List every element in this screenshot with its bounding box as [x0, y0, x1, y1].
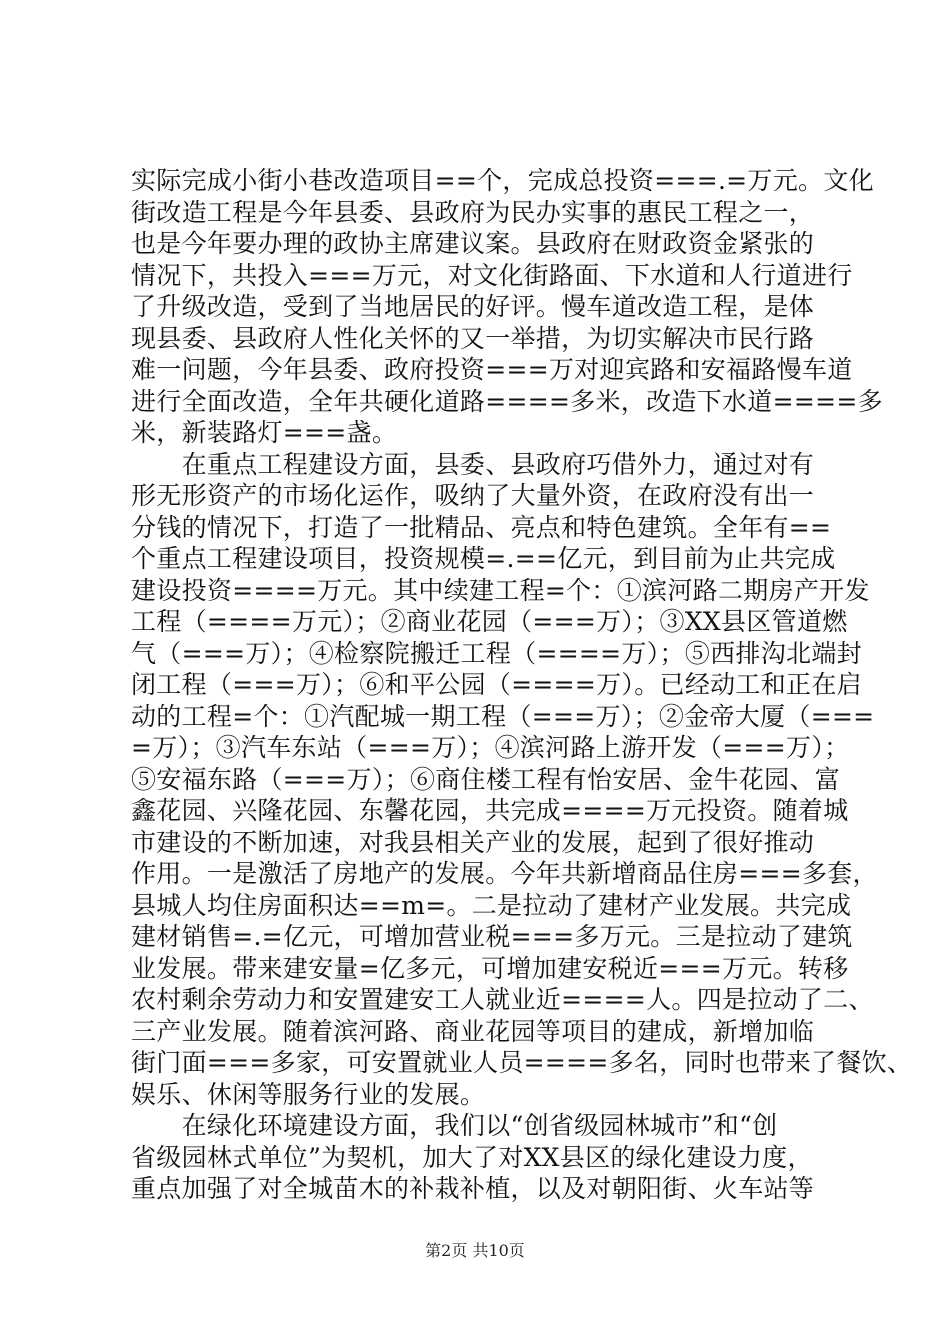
text-line: 建设投资====万元。其中续建工程=个：①滨河路二期房产开发: [131, 575, 870, 605]
text-line: 情况下，共投入===万元，对文化街路面、下水道和人行道进行: [131, 260, 853, 290]
text-line: 三产业发展。随着滨河路、商业花园等项目的建成，新增加临: [131, 1016, 815, 1046]
text-line: 建材销售=.=亿元，可增加营业税===多万元。三是拉动了建筑: [131, 922, 853, 951]
text-line: 现县委、县政府人性化关怀的又一举措，为切实解决市民行路: [131, 323, 815, 353]
text-line: 鑫花园、兴隆花园、东馨花园，共完成====万元投资。随着城: [131, 796, 849, 825]
text-line: 市建设的不断加速，对我县相关产业的发展，起到了很好推动: [131, 827, 815, 857]
text-line: 街改造工程是今年县委、县政府为民办实事的惠民工程之一，: [131, 197, 815, 227]
text-line: 也是今年要办理的政协主席建议案。县政府在财政资金紧张的: [131, 229, 815, 258]
text-line: 县城人均住房面积达==m=。二是拉动了建材产业发展。共完成: [131, 890, 852, 920]
text-line: 重点加强了对全城苗木的补栽补植，以及对朝阳街、火车站等: [131, 1174, 815, 1203]
text-line: 米，新装路灯===盏。: [131, 418, 398, 447]
text-line: 闭工程（===万）；⑥和平公园（====万）。已经动工和正在启: [131, 670, 862, 699]
text-line: 个重点工程建设项目，投资规模=.==亿元，到目前为止共完成: [131, 544, 836, 573]
text-line: 工程（====万元）；②商业花园（===万）；③XX县区管道燃: [131, 607, 848, 636]
text-line: 形无形资产的市场化运作，吸纳了大量外资，在政府没有出一: [131, 481, 815, 510]
text-line: 省级园林式单位”为契机，加大了对XX县区的绿化建设力度，: [131, 1142, 813, 1172]
text-line: =万）；③汽车东站（===万）；④滨河路上游开发（===万）；: [131, 733, 850, 762]
text-line: 进行全面改造，全年共硬化道路====多米，改造下水道====多: [131, 386, 883, 416]
text-line: 街门面===多家，可安置就业人员====多名，同时也带来了餐饮、: [131, 1048, 913, 1077]
text-line: 作用。一是激活了房地产的发展。今年共新增商品住房===多套，: [131, 859, 878, 888]
text-line: 难一问题，今年县委、政府投资===万对迎宾路和安福路慢车道: [131, 355, 853, 384]
text-line: 在绿化环境建设方面，我们以“创省级园林城市”和“创: [131, 1111, 778, 1140]
text-line: 农村剩余劳动力和安置建安工人就业近====人。四是拉动了二、: [131, 985, 874, 1014]
text-line: 动的工程=个：①汽配城一期工程（===万）；②金帝大厦（===: [131, 701, 875, 731]
text-line: 在重点工程建设方面，县委、县政府巧借外力，通过对有: [131, 449, 815, 479]
text-line: ⑤安福东路（===万）；⑥商住楼工程有怡安居、金牛花园、富: [131, 764, 841, 794]
text-line: 分钱的情况下，打造了一批精品、亮点和特色建筑。全年有==: [131, 512, 832, 542]
text-line: 业发展。带来建安量=亿多元，可增加建安税近===万元。转移: [131, 953, 849, 983]
page-footer: 第2页 共10页: [425, 1241, 525, 1260]
document-body: [131, 165, 913, 1205]
text-line: 实际完成小街小巷改造项目==个，完成总投资===.=万元。文化: [131, 166, 874, 195]
text-line: 气（===万）；④检察院搬迁工程（====万）；⑤西排沟北端封: [131, 638, 862, 668]
text-line: 了升级改造，受到了当地居民的好评。慢车道改造工程，是体: [131, 292, 815, 321]
text-line: 娱乐、休闲等服务行业的发展。: [131, 1079, 486, 1109]
